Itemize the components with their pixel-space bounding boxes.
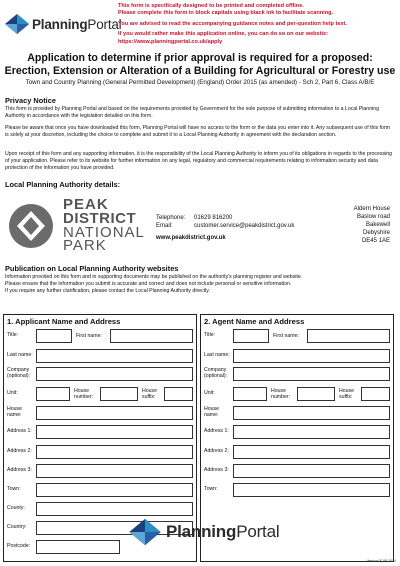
agent-house-suffix-field[interactable] bbox=[361, 387, 390, 401]
applicant-county-field[interactable] bbox=[36, 502, 193, 516]
lpa-telephone: 01629 816200 bbox=[194, 215, 233, 221]
peak-district-badge-icon bbox=[5, 201, 57, 251]
notice-line-2: Please complete this form in block capitals using black ink to facilitate scanning. bbox=[118, 10, 334, 17]
privacy-paragraph-2: Please be aware that once you have downloaded this form, Planning Portal will have no access to the form or the data you enter into it. Any subsequent use of this form is solely at your discretion, including the choice to complete and submit it to a Local Planning Authority in agreement with the declaration section. bbox=[5, 125, 390, 138]
agent-first-name-field[interactable] bbox=[307, 329, 390, 343]
agent-unit-field[interactable] bbox=[233, 387, 267, 401]
lpa-email[interactable]: customer.service@peakdistrict.gov.uk bbox=[194, 223, 295, 230]
planning-portal-logo-icon bbox=[4, 13, 30, 35]
applicant-company-field[interactable] bbox=[36, 367, 193, 381]
applicant-heading: 1. Applicant Name and Address bbox=[7, 317, 121, 326]
peak-district-logo: PEAK DISTRICT NATIONAL PARK bbox=[5, 198, 145, 253]
applicant-first-name-field[interactable] bbox=[110, 329, 193, 343]
privacy-paragraph-1: This form is provided by Planning Portal and based on the requirements provided by Government for the sole purpose of submitting information to a Local Planning Authority in accordance with the legislation detailed on this form. bbox=[5, 106, 379, 119]
notice-url[interactable]: https://www.planningportal.co.uk/apply bbox=[118, 38, 223, 45]
applicant-postcode-field[interactable] bbox=[36, 540, 120, 554]
agent-section: 2. Agent Name and Address Title: First name: Last name: Company (optional): Unit: House number: House suffix: House name: Address 1: Address 2: Address 3: Town: bbox=[200, 314, 394, 562]
publication-heading: Publication on Local Planning Authority websites bbox=[5, 264, 179, 273]
applicant-unit-field[interactable] bbox=[36, 387, 70, 401]
version-label: Version 0CAB 2024 bbox=[366, 559, 396, 563]
agent-company-field[interactable] bbox=[233, 367, 390, 381]
notice-line-3: You are advised to read the accompanying guidance notes and per-question help text. bbox=[118, 20, 347, 27]
privacy-heading: Privacy Notice bbox=[5, 96, 56, 105]
applicant-house-number-field[interactable] bbox=[100, 387, 138, 401]
notice-line-1: This form is specifically designed to be printed and completed offline. bbox=[118, 3, 304, 9]
form-title bbox=[0, 52, 400, 78]
planning-portal-logo: PlanningPortal bbox=[4, 13, 121, 35]
lpa-heading: Local Planning Authority details: bbox=[5, 180, 121, 189]
form-title-line-2: Erection, Extension or Alteration of a Building for Agricultural or Forestry use bbox=[4, 64, 396, 77]
form-title-line-1: Application to determine if prior approval is required for a proposed: bbox=[27, 52, 373, 64]
agent-address-1-field[interactable] bbox=[233, 425, 390, 439]
lpa-address: Aldern House Baslow road Bakewell Debyshire DE45 1AE bbox=[353, 206, 390, 245]
agent-last-name-field[interactable] bbox=[233, 349, 390, 363]
applicant-town-field[interactable] bbox=[36, 483, 193, 497]
agent-title-field[interactable] bbox=[233, 329, 269, 343]
form-subtitle: Town and Country Planning (General Permitted Development) (England) Order 2015 (as amended) - Sch 2, Part 6, Class A/B/E bbox=[25, 79, 375, 86]
planning-portal-footer-logo: PlanningPortal bbox=[128, 517, 279, 547]
publication-paragraph-2: Please ensure that the information you submit is accurate and correct and does not include personal or sensitive information. bbox=[5, 281, 292, 287]
agent-heading: 2. Agent Name and Address bbox=[204, 317, 305, 326]
offline-notice bbox=[118, 3, 398, 49]
applicant-section: 1. Applicant Name and Address Title: First name: Last name: Company (optional): Unit: House number: House suffix: House name: Address 1: Address 2: Address 3: Town: County: Country: Postcode: bbox=[3, 314, 197, 562]
applicant-address-2-field[interactable] bbox=[36, 445, 193, 459]
applicant-house-suffix-field[interactable] bbox=[164, 387, 193, 401]
notice-line-4: If you would rather make this application online, you can do so on our website: bbox=[118, 31, 329, 38]
applicant-address-1-field[interactable] bbox=[36, 425, 193, 439]
applicant-title-field[interactable] bbox=[36, 329, 72, 343]
applicant-address-3-field[interactable] bbox=[36, 464, 193, 478]
planning-portal-footer-logo-icon bbox=[128, 517, 162, 547]
applicant-house-name-field[interactable] bbox=[36, 406, 193, 420]
agent-address-3-field[interactable] bbox=[233, 464, 390, 478]
agent-town-field[interactable] bbox=[233, 483, 390, 497]
lpa-contact: Telephone: 01629 816200 Email: customer.service@peakdistrict.gov.uk www.peakdistrict.gov.uk bbox=[156, 215, 295, 242]
privacy-paragraph-3: Upon receipt of this form and any supporting information, it is the responsibility of the Local Planning Authority to inform you of its obligations in regards to the processing of your application. Please refer to its website for further information on any legal, regulatory and commercial requirements relating to information security and data protection of the information you have provided. bbox=[5, 151, 392, 171]
publication-paragraph-1: Information provided on this form and in supporting documents may be published on the authority's planning register and website. bbox=[5, 274, 303, 280]
agent-house-number-field[interactable] bbox=[297, 387, 335, 401]
agent-address-2-field[interactable] bbox=[233, 445, 390, 459]
agent-house-name-field[interactable] bbox=[233, 406, 390, 420]
publication-paragraph-3: If you require any further clarification, please contact the Local Planning Authority directly. bbox=[5, 288, 210, 294]
lpa-website[interactable]: www.peakdistrict.gov.uk bbox=[156, 235, 226, 242]
applicant-last-name-field[interactable] bbox=[36, 349, 193, 363]
